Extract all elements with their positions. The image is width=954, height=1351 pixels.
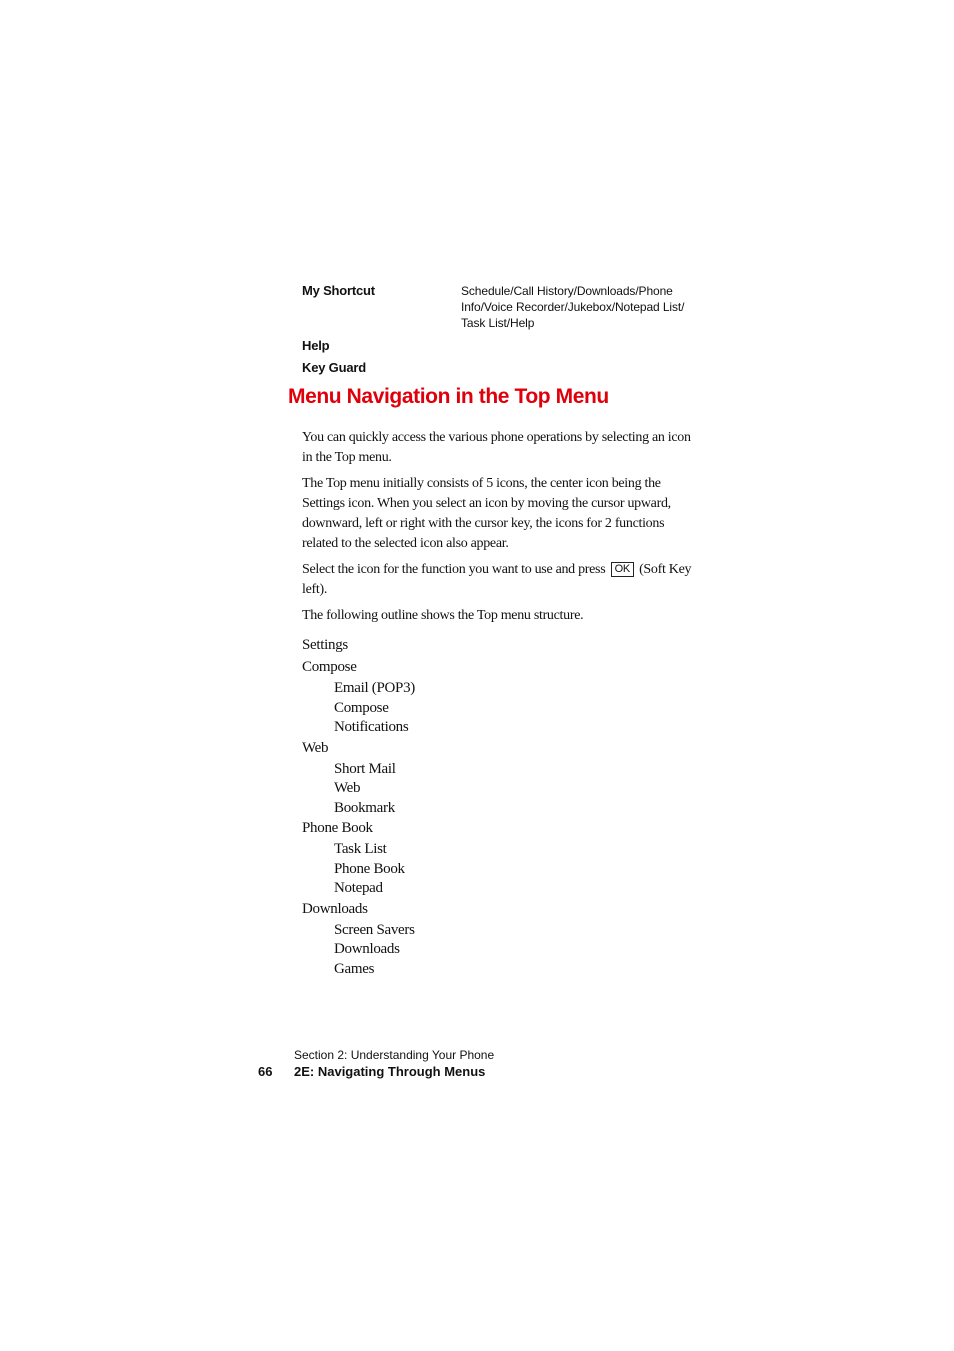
outline-subitem: Task List — [334, 841, 387, 857]
footer-section: Section 2: Understanding Your Phone — [294, 1048, 495, 1062]
outline-subitem: Web — [334, 780, 361, 796]
footer-bottom-line — [258, 1064, 494, 1080]
outline-subitem: Email (POP3) — [334, 680, 415, 696]
outline-item-downloads: Downloads — [302, 900, 368, 917]
menu-row-key-guard — [302, 360, 702, 382]
menu-label-help: Help — [302, 338, 330, 353]
outline-item-web: Web — [302, 739, 329, 756]
outline-group-phone-book — [302, 818, 602, 899]
paragraph-select-before: Select the icon for the function you want to use and press — [302, 562, 606, 577]
outline-item-compose: Compose — [302, 659, 357, 675]
paragraph-intro: You can quickly access the various phone operations by selecting an icon in the Top menu. — [302, 430, 691, 465]
outline-subitem: Compose — [334, 699, 389, 716]
paragraph-top-menu: The Top menu initially consists of 5 icons, the center icon being the Settings icon. When you select an icon by moving the cursor upward, downward, left or right with the cursor key, the icons for 2 functions related to the selected icon also appear. — [302, 476, 671, 551]
outline-item-settings: Settings — [302, 637, 348, 653]
outline-subitem: Notepad — [334, 880, 383, 896]
outline-subitem: Short Mail — [334, 760, 396, 777]
body-text — [302, 428, 694, 632]
outline-group-compose — [302, 657, 602, 738]
menu-row-help — [302, 338, 702, 360]
outline-subitem: Bookmark — [334, 799, 395, 816]
outline-subitem: Notifications — [334, 719, 409, 735]
outline-subitem: Games — [334, 960, 375, 977]
menu-row-my-shortcut — [302, 283, 702, 338]
outline-subitem: Screen Savers — [334, 921, 415, 938]
menu-value-line: Info/Voice Recorder/Jukebox/Notepad List/ — [461, 300, 685, 314]
outline-subitem: Phone Book — [334, 860, 405, 877]
menu-label-my-shortcut: My Shortcut — [302, 283, 375, 298]
ok-key-icon: OK — [611, 562, 634, 577]
outline-group-downloads — [302, 899, 602, 980]
outline-item-phone-book: Phone Book — [302, 820, 373, 836]
menu-value-line: Schedule/Call History/Downloads/Phone — [461, 284, 673, 298]
paragraph-outline-intro: The following outline shows the Top menu structure. — [302, 608, 584, 623]
section-heading: Menu Navigation in the Top Menu — [288, 385, 609, 408]
page-number: 66 — [258, 1064, 273, 1079]
outline-group-web — [302, 738, 602, 819]
outline-subitem: Downloads — [334, 941, 400, 957]
paragraph-select-after: (Soft Key left). — [302, 562, 692, 597]
menu-value-line: Task List/Help — [461, 316, 535, 330]
paragraph-select — [302, 560, 694, 600]
menu-label-key-guard: Key Guard — [302, 360, 366, 375]
menu-outline — [302, 635, 602, 979]
footer-chapter: 2E: Navigating Through Menus — [294, 1064, 486, 1079]
menu-table — [302, 283, 702, 382]
page-footer — [258, 1047, 494, 1080]
menu-value-my-shortcut — [461, 283, 701, 338]
